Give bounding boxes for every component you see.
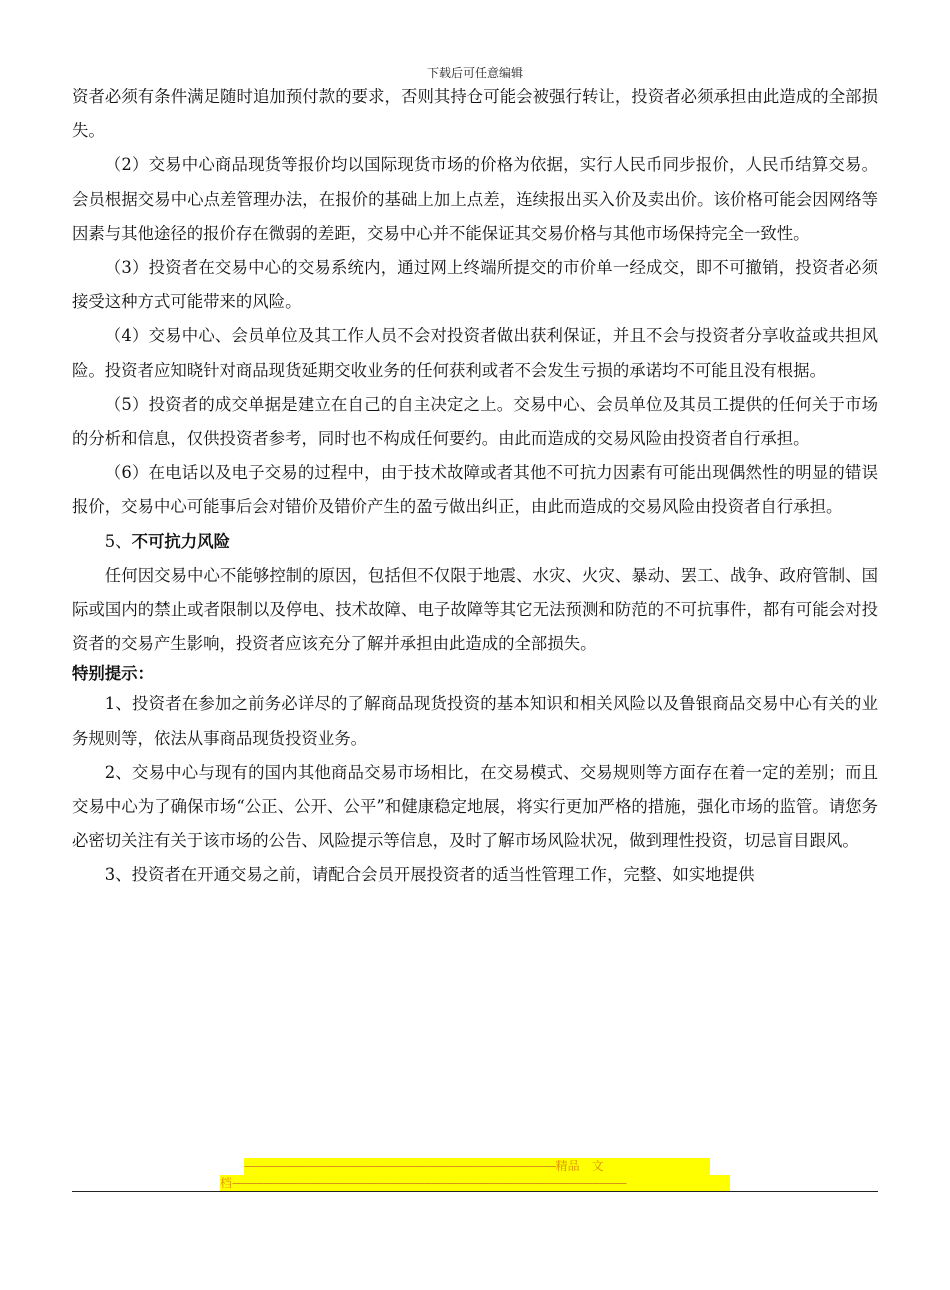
special-notice-item-1: 1、投资者在参加之前务必详尽的了解商品现货投资的基本知识和相关风险以及鲁银商品交易中心有关的业务规则等，依法从事商品现货投资业务。 (72, 694, 878, 748)
paragraph-item-4: （4）交易中心、会员单位及其工作人员不会对投资者做出获利保证，并且不会与投资者分享收益或共担风险。投资者应知晓针对商品现货延期交收业务的任何获利或者不会发生亏损的承诺均不可能且没有根据。 (72, 326, 878, 380)
paragraph-item-5: （5）投资者的成交单据是建立在自己的自主决定之上。交易中心、会员单位及其员工提供的任何关于市场的分析和信息，仅供投资者参考，同时也不构成任何要约。由此而造成的交易风险由投资者自行承担。 (72, 394, 878, 449)
footer-watermark-line-1 (244, 1158, 710, 1175)
page-header: 下载后可任意编辑 (426, 66, 523, 80)
section-title: 不可抗力风险 (131, 531, 230, 551)
special-notice-title: 特别提示： (72, 664, 154, 684)
footer-dashes-2: --------------------------------------------------------------------------------------------------------------------------------- (232, 1176, 627, 1190)
paragraph-item-6: （6）在电话以及电子交易的过程中，由于技术故障或者其他不可抗力因素有可能出现偶然性的明显的错误报价，交易中心可能事后会对错价及错价产生的盈亏做出纠正，由此而造成的交易风险由投资者自行承担。 (72, 463, 878, 517)
section-heading (72, 525, 878, 559)
footer-label-2: 档 (220, 1176, 233, 1190)
section-number: 5、 (104, 531, 132, 551)
footer-rule (72, 1191, 878, 1192)
special-notice-item-2: 2、交易中心与现有的国内其他商品交易市场相比，在交易模式、交易规则等方面存在着一定的差别；而且交易中心为了确保市场“公正、公开、公平”和健康稳定地展，将实行更加严格的措施，强化市场的监管。请您务必密切关注有关于该市场的公告、风险提示等信息，及时了解市场风险状况，做到理性投资，切忌盲目跟风。 (72, 762, 878, 851)
document-body (72, 80, 878, 893)
paragraph-item-2: （2）交易中心商品现货等报价均以国际现货市场的价格为依据，实行人民币同步报价，人民币结算交易。会员根据交易中心点差管理办法，在报价的基础上加上点差，连续报出买入价及卖出价。该价格可能会因网络等因素与其他途径的报价存在微弱的差距，交易中心并不能保证其交易价格与其他市场保持完全一致性。 (72, 155, 878, 243)
section-body: 任何因交易中心不能够控制的原因，包括但不仅限于地震、水灾、火灾、暴动、罢工、战争、政府管制、国际或国内的禁止或者限制以及停电、技术故障、电子故障等其它无法预测和防范的不可抗事件，都有可能会对投资者的交易产生影响，投资者应该充分了解并承担由此造成的全部损失。 (72, 565, 878, 654)
paragraph-continuation: 资者必须有条件满足随时追加预付款的要求，否则其持仓可能会被强行转让，投资者必须承担由此造成的全部损失。 (72, 87, 878, 141)
footer-dashes-1: ------------------------------------------------------------------------------------------------------ (244, 1159, 556, 1173)
footer-watermark-line-2 (220, 1175, 730, 1192)
paragraph-item-3: （3）投资者在交易中心的交易系统内，通过网上终端所提交的市价单一经成交，即不可撤销，投资者必须接受这种方式可能带来的风险。 (72, 258, 878, 312)
footer-label-1: 精品 文 (555, 1159, 604, 1173)
special-notice-item-3: 3、投资者在开通交易之前，请配合会员开展投资者的适当性管理工作，完整、如实地提供 (104, 865, 755, 885)
